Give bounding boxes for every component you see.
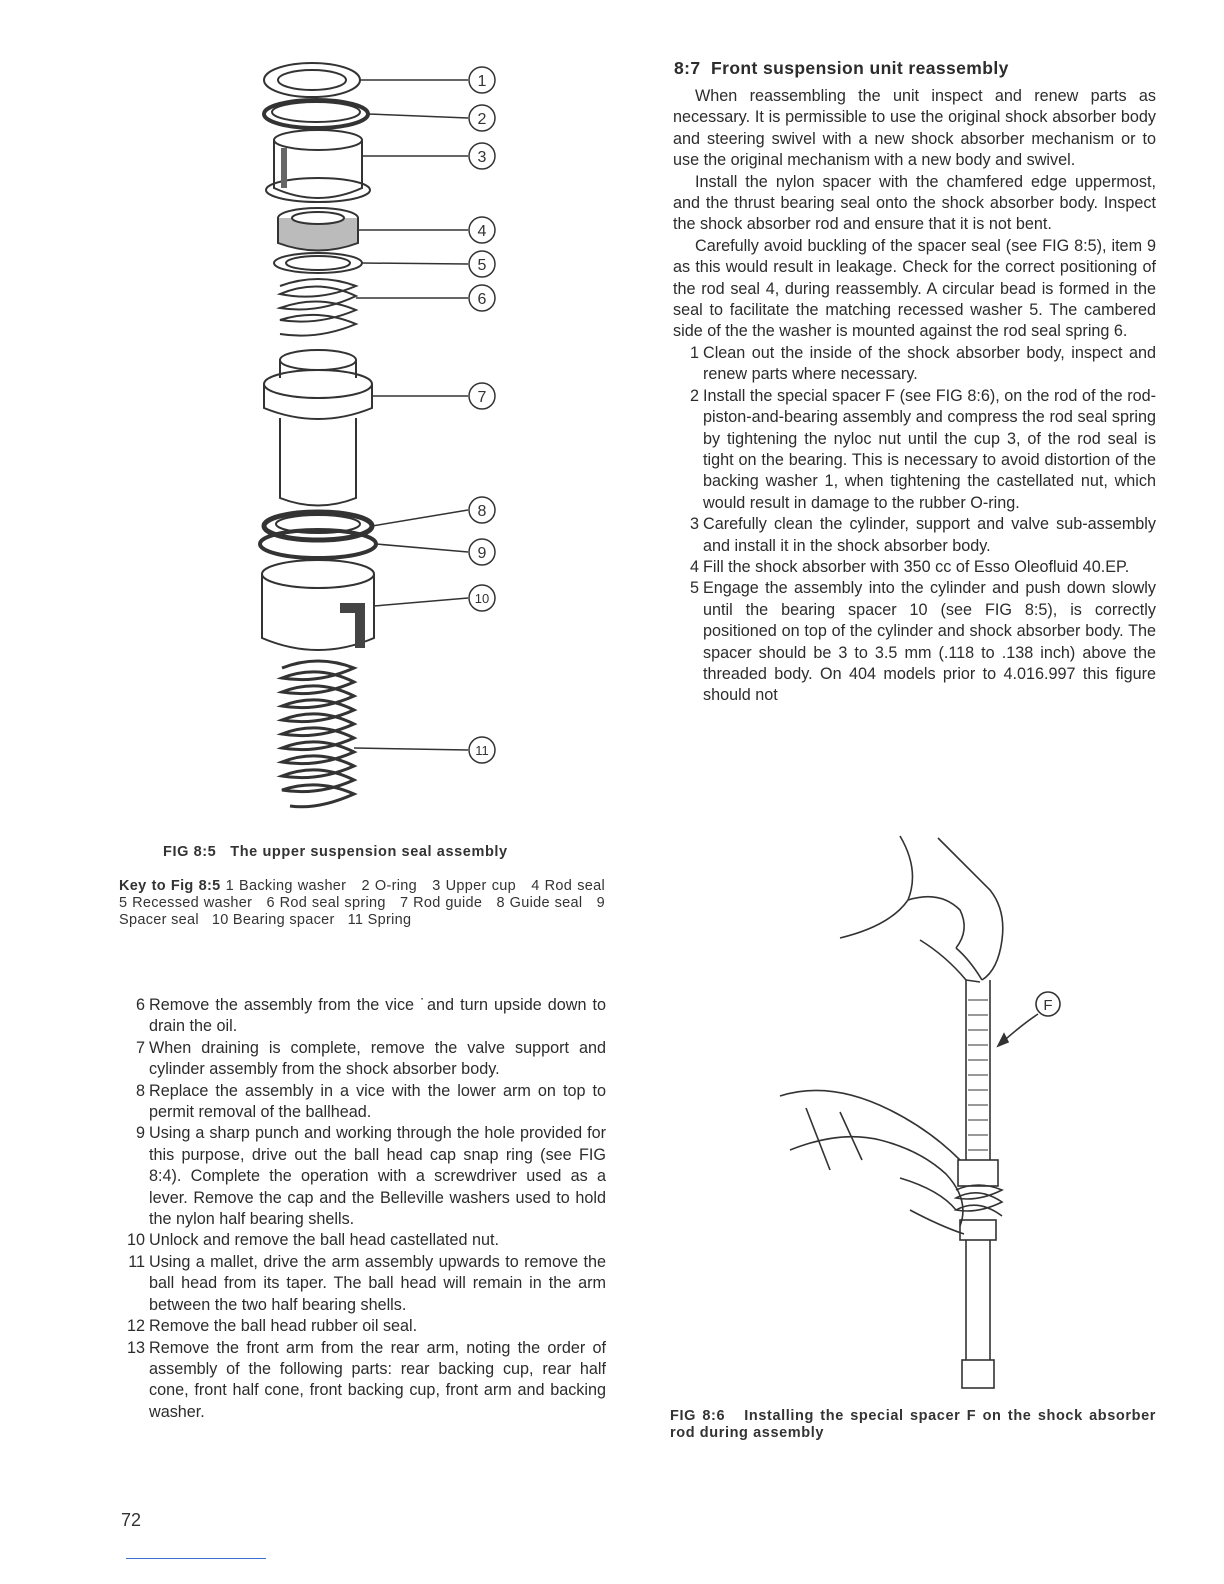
callout-8: 8 bbox=[477, 503, 487, 520]
callout-1: 1 bbox=[477, 73, 487, 90]
paragraph: Install the nylon spacer with the chamfered edge uppermost, and the thrust bearing seal onto the shock absorber body. Inspect the shock absorber rod and ensure that it is not bent. bbox=[673, 172, 1156, 234]
list-item: 12 Remove the ball head rubber oil seal. bbox=[126, 1317, 418, 1336]
section-body bbox=[673, 86, 1156, 707]
fig-key-title: Key to Fig 8:5 bbox=[119, 878, 221, 894]
callout-11: 11 bbox=[475, 743, 489, 758]
list-item: 11 Using a mallet, drive the arm assembly upwards to remove the ball head from its taper. The ball head will remain in the arm between the two half bearing shells. bbox=[128, 1252, 606, 1314]
list-item: 9 Using a sharp punch and working through the hole provided for this purpose, drive out the ball head cap snap ring (see FIG 8:4). Complete the operation with a screwdriver used as a lever. Remove the cap and the Belleville washers used to hold the nylon half bearing shells. bbox=[135, 1124, 606, 1229]
list-item: 5 Engage the assembly into the cylinder and push down slowly until the bearing spacer 10 (see FIG 8:5), is correctly positioned on top of the cylinder and shock absorber body. The spacer should be 3 to 3.5 mm (.118 to .138 inch) above the threaded body. On 404 models prior to 4.016.997 this figure should not bbox=[689, 579, 1156, 705]
callout-9: 9 bbox=[477, 545, 487, 562]
list-item: 10 Unlock and remove the ball head castellated nut. bbox=[126, 1231, 500, 1250]
reassembly-steps-list bbox=[675, 343, 1156, 707]
paragraph: When reassembling the unit inspect and renew parts as necessary. It is permissible to use the original shock absorber body and steering swivel with a new shock absorber mechanism or to use the original mechanism with a new body and swivel. bbox=[673, 87, 1156, 170]
list-item: 8 Replace the assembly in a vice with the lower arm on top to permit removal of the ballhead. bbox=[135, 1081, 606, 1122]
list-item: 4 Fill the shock absorber with 350 cc of Esso Oleofluid 40.EP. bbox=[689, 557, 1130, 576]
callout-2: 2 bbox=[477, 111, 487, 128]
list-item: 1 Clean out the inside of the shock absorber body, inspect and renew parts where necessary. bbox=[689, 343, 1156, 384]
callout-6: 6 bbox=[477, 291, 487, 308]
left-steps-list bbox=[121, 995, 606, 1423]
page-number: 72 bbox=[121, 1510, 142, 1530]
callout-3: 3 bbox=[477, 149, 487, 166]
list-item: 2 Install the special spacer F (see FIG 8:6), on the rod of the rod-piston-and-bearing assembly and compress the rod seal spring by tightening the nyloc nut until the cup 3, of the rod seal is tight on the bearing. This is necessary to avoid distortion of the backing washer 1, when tightening the castellated nut, which would result in damage to the rubber O-ring. bbox=[689, 386, 1156, 512]
fig-8-5-caption: FIG 8:5 The upper suspension seal assembly bbox=[163, 844, 508, 860]
paragraph: Carefully avoid buckling of the spacer seal (see FIG 8:5), item 9 as this would result in leakage. Check for the correct positioning of the rod seal 4, during reassembly. A circular bead is formed in the seal to facilitate the matching recessed washer 5. The cambered side of the the washer is mounted against the rod seal spring 6. bbox=[673, 236, 1156, 341]
section-heading: 8:7 Front suspension unit reassembly bbox=[674, 58, 1009, 78]
callout-7: 7 bbox=[477, 389, 487, 406]
fig-8-5-illustration bbox=[250, 58, 520, 838]
fig-key-text: 1 Backing washer 2 O-ring 3 Upper cup 4 Rod seal 5 Recessed washer 6 Rod seal spring 7 Rod guide 8 Guide seal 9 Spacer seal 10 Bearing spacer 11 Spring bbox=[119, 878, 618, 928]
spacer-label-f: F bbox=[1043, 997, 1053, 1014]
list-item: 3 Carefully clean the cylinder, support and valve sub-assembly and install it in the shock absorber body. bbox=[689, 515, 1156, 555]
fig-8-6-illustration bbox=[770, 830, 1090, 1400]
callout-10: 10 bbox=[474, 591, 490, 606]
bottom-rule bbox=[126, 1558, 266, 1559]
list-item: 7 When draining is complete, remove the valve support and cylinder assembly from the shock absorber body. bbox=[135, 1038, 606, 1079]
part-o-ring bbox=[264, 100, 368, 128]
fig-8-5-key bbox=[119, 878, 618, 929]
fig-8-6-caption: FIG 8:6 Installing the special spacer F on the shock absorber rod during assembly bbox=[670, 1408, 1161, 1441]
callout-4: 4 bbox=[477, 223, 487, 240]
callout-5: 5 bbox=[477, 257, 487, 274]
list-item: 6 Remove the assembly from the vice ˙and turn upside down to drain the oil. bbox=[135, 996, 606, 1036]
list-item: 13 Remove the front arm from the rear arm, noting the order of assembly of the following parts: rear backing cup, rear half cone, front half cone, front backing cup, front arm and backing washer. bbox=[126, 1338, 606, 1421]
